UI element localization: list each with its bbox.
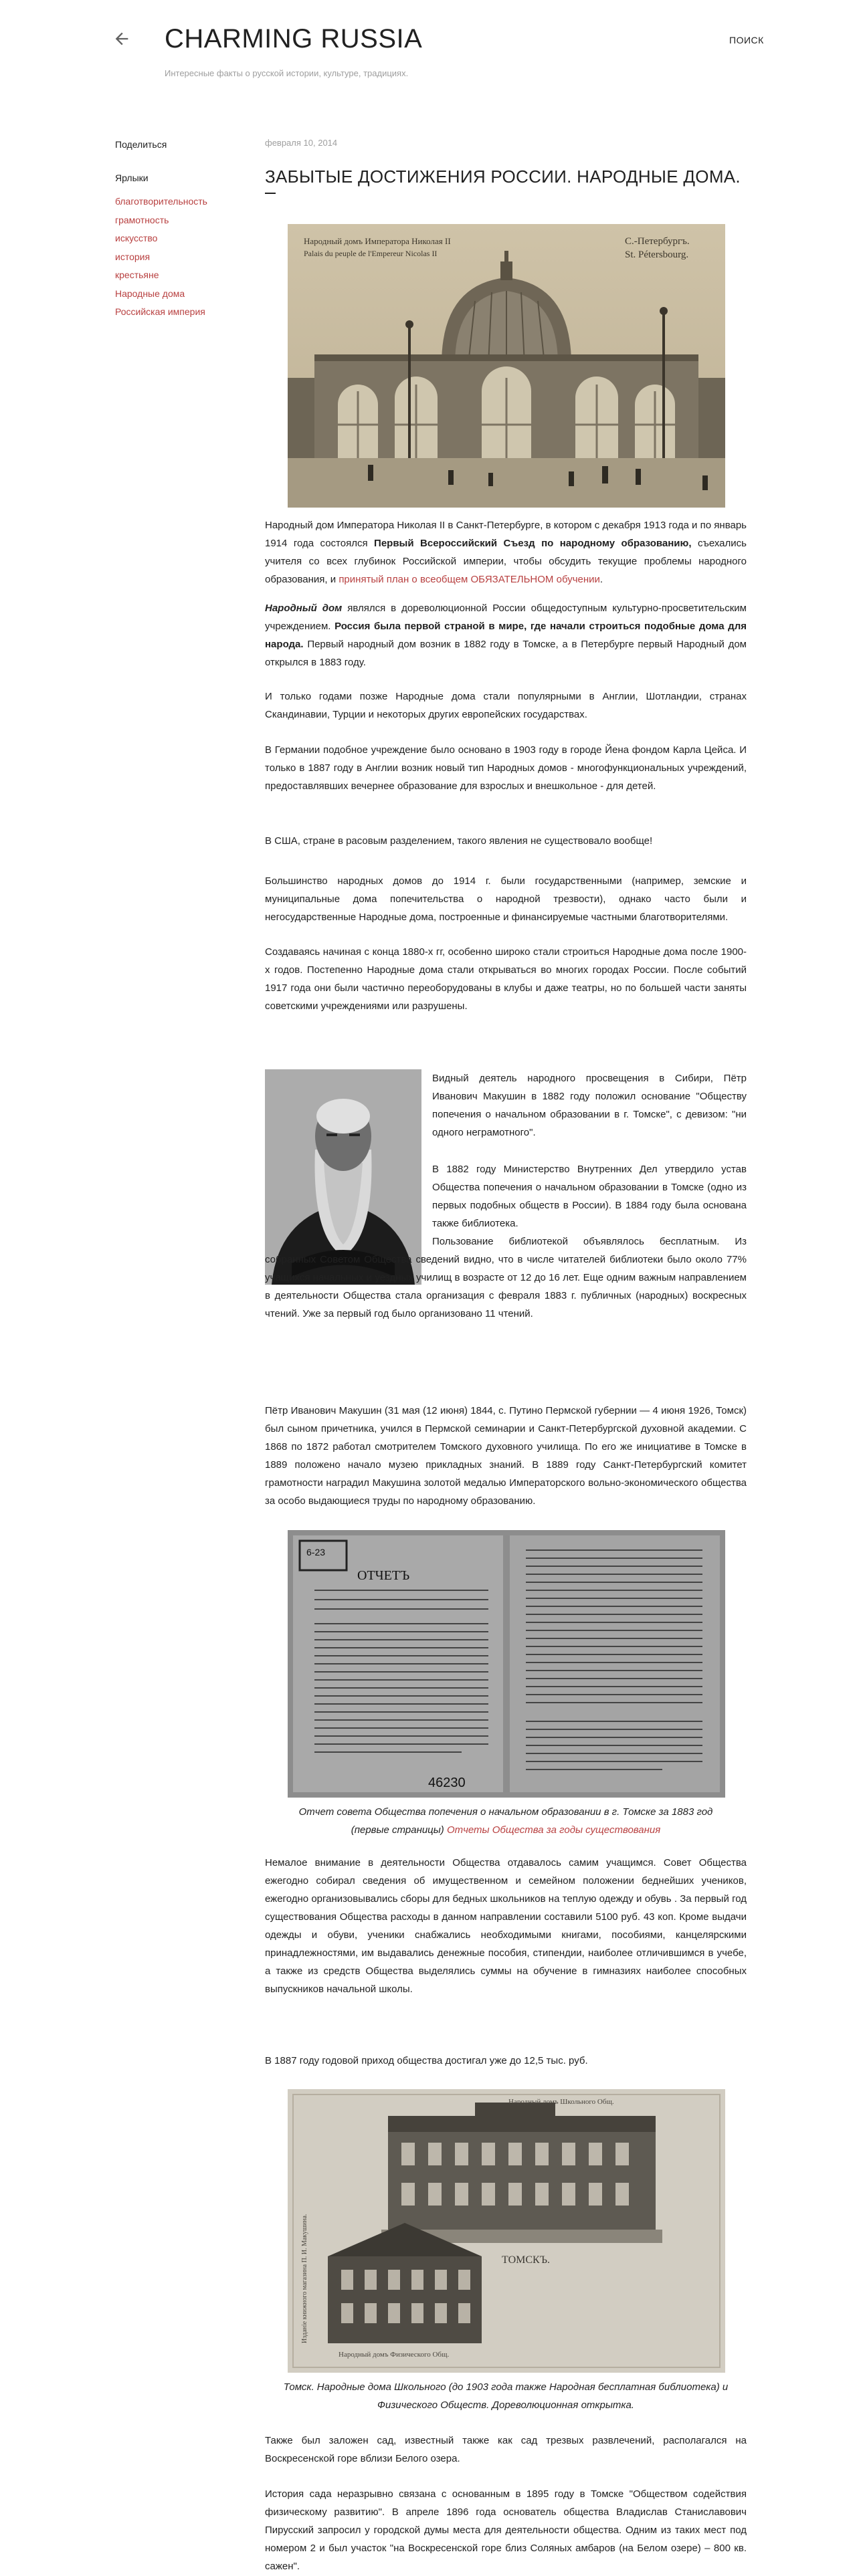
title-underline (265, 193, 276, 194)
tomsk-postcard-photo[interactable] (288, 2089, 725, 2373)
society-report-photo[interactable] (288, 1530, 725, 1798)
site-description: Интересные факты о русской истории, культуре, традициях. (165, 68, 409, 78)
postcard-side-label: Изданіе книжного магазина П. И. Макушина. (301, 2214, 308, 2343)
paragraph-6: Большинство народных домов до 1914 г. были государственными (например, земские и муниципальные дома попечительства о народной трезвости), однако часто были и негосударственные Народные дома, построенные и финансируемые частными благотворителями. (265, 875, 747, 923)
search-button[interactable]: ПОИСК (729, 35, 764, 45)
paragraph-14: Также был заложен сад, известный также как сад трезвых развлечений, располагался на Воскресенской горе вблизи Белого озера. (265, 2435, 747, 2464)
report-caption-text: Отчет совета Общества попечения о начальном образовании в г. Томске за 1883 год (298, 1806, 713, 1818)
paragraph-1 (265, 516, 747, 588)
paragraph-13: В 1887 году годовой приход общества достигал уже до 12,5 тыс. руб. (265, 2055, 588, 2066)
labels-list (115, 193, 249, 322)
photo1-caption-left: Народный домъ Императора Николая II (304, 236, 451, 246)
post-title: ЗАБЫТЫЕ ДОСТИЖЕНИЯ РОССИИ. НАРОДНЫЕ ДОМА. (265, 167, 741, 187)
label-link[interactable]: искусство (115, 233, 158, 243)
mandatory-education-plan-link[interactable]: принятый план о всеобщем ОБЯЗАТЕЛЬНОМ обучении (339, 574, 600, 585)
postcard-city: ТОМСКЪ. (502, 2254, 550, 2266)
p1-text-2: съехались учителя со всех глубинок Российской империи, чтобы обсудить текущие проблемы народного образования, и (265, 538, 747, 585)
p1-text: Народный дом Императора Николая II в Санкт-Петербурге, в котором с декабря 1913 года и по январь 1914 года состоялся (265, 520, 747, 549)
report-heading: ОТЧЕТЪ (357, 1568, 410, 1583)
report-number: 46230 (428, 1776, 466, 1790)
paragraph-15: История сада неразрывно связана с основанным в 1895 году в Томске "Обществом содействия физическому развитию". В апреле 1896 года основатель общества Владислав Станиславович Пирусский запросил у городской думы места для деятельности общества. Одним из таких мест под номером 2 и был участок "на Воскресенской горе близ Соляных амбаров (на Белом озере) – 800 кв. сажен". (265, 2488, 747, 2572)
site-title[interactable]: CHARMING RUSSIA (165, 24, 423, 53)
photo1-caption-left-fr: Palais du peuple de l'Empereur Nicolas II (304, 249, 438, 258)
p2-text-2: Первый народный дом возник в 1882 году в Томске, а в Петербурге первый Народный дом открылся в 1883 году. (265, 639, 747, 668)
label-link[interactable]: благотворительность (115, 196, 207, 207)
p1-end: . (599, 574, 603, 585)
people-house-illustration (288, 224, 725, 508)
paragraph-3: И только годами позже Народные дома стали популярными в Англии, Шотландии, странах Скандинавии, Турции и некоторых других европейских государствах. (265, 691, 747, 720)
arrow-left-icon (112, 29, 131, 48)
paragraph-8: Видный деятель народного просвещения в Сибири, Пётр Иванович Макушин в 1882 году положил основание "Обществу попечения о начальном образовании в г. Томске", с девизом: "ни одного неграмотного". (432, 1073, 747, 1138)
blog-header (0, 0, 859, 94)
p1-bold: Первый Всероссийский Съезд по народному образованию, (374, 538, 692, 549)
post-header (265, 138, 747, 194)
p2-term: Народный дом (265, 603, 343, 614)
post-date[interactable]: февраля 10, 2014 (265, 138, 338, 148)
share-button[interactable]: Поделиться (115, 139, 167, 150)
photo1-caption-right-fr: St. Pétersbourg. (625, 249, 689, 260)
p2-text: являлся в дореволюционной России общедоступным культурно-просветительским учреждением. (265, 603, 747, 632)
report-caption-text-2: (первые страницы) (351, 1824, 447, 1836)
paragraph-12: Немалое внимание в деятельности Общества отдавалось самим учащимся. Совет Общества ежегодно собирал сведения об имущественном и семейном положении беднейших учеников, ежегодно организовывались сборы для бедных школьников на теплую одежду и обувь . За первый год существования Общества расходы в данном направлении составили 5100 руб. 43 коп. Кроме выдачи одежды и обуви, ученики снабжались необходимыми книгами, пособиями, канцелярскими принадлежностями, им выдавались денежные пособия, стипендии, наиболее отличившимся в учебе, а также из средств Общества выделялись суммы на обучение в гимназиях наиболее способных выпускников начальной школы. (265, 1857, 747, 1995)
sidebar (115, 139, 249, 322)
postcard-caption: Томск. Народные дома Школьного (до 1903 года также Народная бесплатная библиотека) и Физического Обществ. Дореволюционная открытка. (283, 2381, 729, 2411)
paragraph-4: В Германии подобное учреждение было основано в 1903 году в городе Йена фондом Карла Цейса. И только в 1887 году в Англии возник новый тип Народных домов - многофункциональных учреждений, предоставлявших вечернее образование для взрослых и внешкольное - для детей. (265, 744, 747, 792)
people-house-petersburg-photo[interactable] (288, 224, 725, 508)
postcard-illustration (288, 2089, 725, 2373)
label-link[interactable]: грамотность (115, 214, 169, 225)
paragraph-10: Пользование библиотекой объявлялось бесплатным. Из собранных Советом Общества сведений видно, что в числе читателей библиотеки было около 77% учащихся начальных и уездных училищ в возрасте от 12 до 16 лет. Еще одним важным направлением в деятельности Общества стала организация с февраля 1883 г. публичных (народных) воскресных чтений. Уже за первый год было организовано 11 чтений. (265, 1236, 747, 1319)
label-link[interactable]: история (115, 251, 151, 262)
report-pages-illustration (288, 1530, 725, 1798)
postcard-bottom-label: Народный домъ Физического Общ. (339, 2351, 450, 2359)
paragraph-9: В 1882 году Министерство Внутренних Дел утвердило устав Общества попечения о начальном образовании в Томске (одно из первых подобных обществ в России). В 1884 году была основана также библиотека. (432, 1164, 747, 1229)
label-link[interactable]: Российская империя (115, 306, 205, 317)
postcard-top-label: Народный домъ Школьного Общ. (508, 2098, 614, 2106)
p2-bold: Россия была первой страной в мире, где начали строиться подобные дома для народа. (265, 621, 747, 650)
report-stamp: 6-23 (306, 1547, 326, 1558)
paragraph-2 (265, 599, 747, 671)
reports-link[interactable]: Отчеты Общества за годы существования (446, 1824, 661, 1836)
back-button[interactable] (112, 29, 131, 48)
label-link[interactable]: крестьяне (115, 270, 159, 280)
report-caption (265, 1803, 747, 1839)
paragraph-7: Создаваясь начиная с конца 1880-х гг, особенно широко стали строиться Народные дома после 1900-х годов. Постепенно Народные дома стали открываться во многих городах России. После событий 1917 года они были частично переоборудованы в клубы и даже театры, но по большей части заняты советскими учреждениями или разрушены. (265, 946, 747, 1012)
paragraph-11: Пётр Иванович Макушин (31 мая (12 июня) 1844, с. Путино Пермской губернии — 4 июня 1926, Томск) был сыном причетника, учился в Пермской семинарии и Санкт-Петербургской духовной академии. С 1868 по 1872 работал смотрителем Томского духовного училища. По его же инициативе в Томске в 1889 положено начало музею прикладных знаний. В 1889 году Санкт-Петербургский комитет грамотности наградил Макушина золотой медалью Императорского вольно-экономического общества за особо выдающиеся труды по народному образованию. (265, 1405, 747, 1507)
photo1-caption-right: С.-Петербургъ. (625, 236, 690, 247)
paragraph-5: В США, стране в расовым разделением, такого явления не существовало вообще! (265, 835, 653, 847)
label-link[interactable]: Народные дома (115, 288, 185, 299)
labels-heading: Ярлыки (115, 173, 149, 183)
